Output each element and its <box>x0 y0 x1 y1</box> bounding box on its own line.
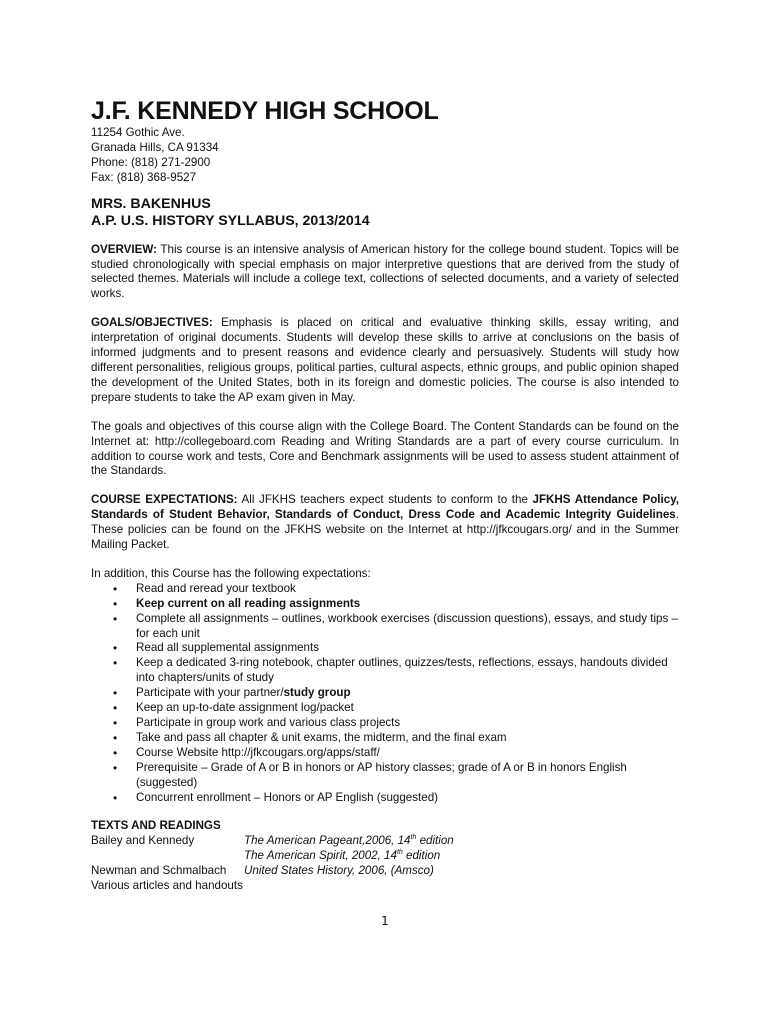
list-item: • Keep current on all reading assignments <box>91 597 679 612</box>
list-item: • Course Website http://jfkcougars.org/apps/staff/ <box>91 746 679 761</box>
syllabus-content <box>91 96 679 894</box>
policies-list: JFKHS Attendance Policy, Standards of Student Behavior, Standards of Conduct, Dress Code and Academic Integrity Guidelines <box>91 493 679 522</box>
list-item: • Complete all assignments – outlines, workbook exercises (discussion questions), essays, and study tips – for each unit <box>91 612 679 642</box>
expectations-list-intro: In addition, this Course has the following expectations: <box>91 566 371 580</box>
list-item: • Concurrent enrollment – Honors or AP English (suggested) <box>91 791 679 806</box>
misc-readings: Various articles and handouts <box>91 879 243 893</box>
expectations-list <box>91 582 679 806</box>
address-fax: Fax: (818) 368-9527 <box>91 170 197 184</box>
list-item: • Keep an up-to-date assignment log/packet <box>91 701 679 716</box>
course-title: A.P. U.S. HISTORY SYLLABUS, 2013/2014 <box>91 213 370 230</box>
address-phone: Phone: (818) 271-2900 <box>91 155 211 169</box>
teacher-name: MRS. BAKENHUS <box>91 195 211 212</box>
text-author: Newman and Schmalbach <box>91 864 227 878</box>
teacher-heading <box>91 196 679 231</box>
text-title: United States History, 2006, (Amsco) <box>244 864 434 878</box>
overview-text: This course is an intensive analysis of American history for the college bound student. Topics will be studied chronologically with special emphasis on major interpretive questions that are derived from the study of selected themes. Materials will include a college text, collections of selected documents, and a variety of selected works. <box>91 242 679 301</box>
goals-paragraph <box>91 316 679 405</box>
expectations-label: COURSE EXPECTATIONS: <box>91 493 238 507</box>
list-item: • Participate with your partner/study group <box>91 686 679 701</box>
overview-paragraph <box>91 243 679 303</box>
text-author: Bailey and Kennedy <box>91 834 195 848</box>
expectations-paragraph <box>91 493 679 553</box>
texts-heading: TEXTS AND READINGS <box>91 819 221 833</box>
list-item: • Participate in group work and various class projects <box>91 716 679 731</box>
text-title: The American Spirit, 2002, 14th edition <box>244 849 441 863</box>
text-row <box>91 834 679 849</box>
list-item: • Read all supplemental assignments <box>91 641 679 656</box>
expectations-intro: All JFKHS teachers expect students to conform to the <box>237 493 533 507</box>
school-name: J.F. KENNEDY HIGH SCHOOL <box>91 97 439 125</box>
text-row <box>91 864 679 879</box>
expectations-after: . These policies can be found on the JFKHS website on the Internet at http://jfkcougars.org/ and in the Summer Mailing Packet. <box>91 508 679 552</box>
overview-label: OVERVIEW: <box>91 242 157 256</box>
text-title: The American Pageant,2006, 14th edition <box>244 834 454 848</box>
list-item: • Keep a dedicated 3-ring notebook, chapter outlines, quizzes/tests, reflections, essays, handouts divided into chapters/units of study <box>91 656 679 686</box>
list-item: • Read and reread your textbook <box>91 582 679 597</box>
list-item: • Prerequisite – Grade of A or B in honors or AP history classes; grade of A or B in honors English (suggested) <box>91 761 679 791</box>
text-row <box>91 849 679 864</box>
goals-text: Emphasis is placed on critical and evaluative thinking skills, essay writing, and interpretation of original documents. Students will develop these skills to arrive at conclusions on the basis of informed judgments and to present reasons and evidence clearly and persuasively. Students will study how different personalities, religious groups, political parties, cultural aspects, ethnic groups, and public opinion shaped the development of the United States, both in its foreign and domestic policies. The course is also intended to prepare students to take the AP exam given in May. <box>91 316 679 404</box>
standards-paragraph: The goals and objectives of this course align with the College Board. The Content Standards can be found on the Internet at: http://collegeboard.com Reading and Writing Standards are a part of every course curriculum. In addition to course work and tests, Core and Benchmark assignments will be used to assess student attainment of the Standards. <box>91 419 679 478</box>
list-item: • Take and pass all chapter & unit exams, the midterm, and the final exam <box>91 731 679 746</box>
goals-label: GOALS/OBJECTIVES: <box>91 316 213 330</box>
address-street: 11254 Gothic Ave. <box>91 126 185 139</box>
school-address <box>91 126 679 186</box>
text-author <box>91 849 244 864</box>
page-number: 1 <box>381 914 389 928</box>
address-city: Granada Hills, CA 91334 <box>91 140 219 154</box>
